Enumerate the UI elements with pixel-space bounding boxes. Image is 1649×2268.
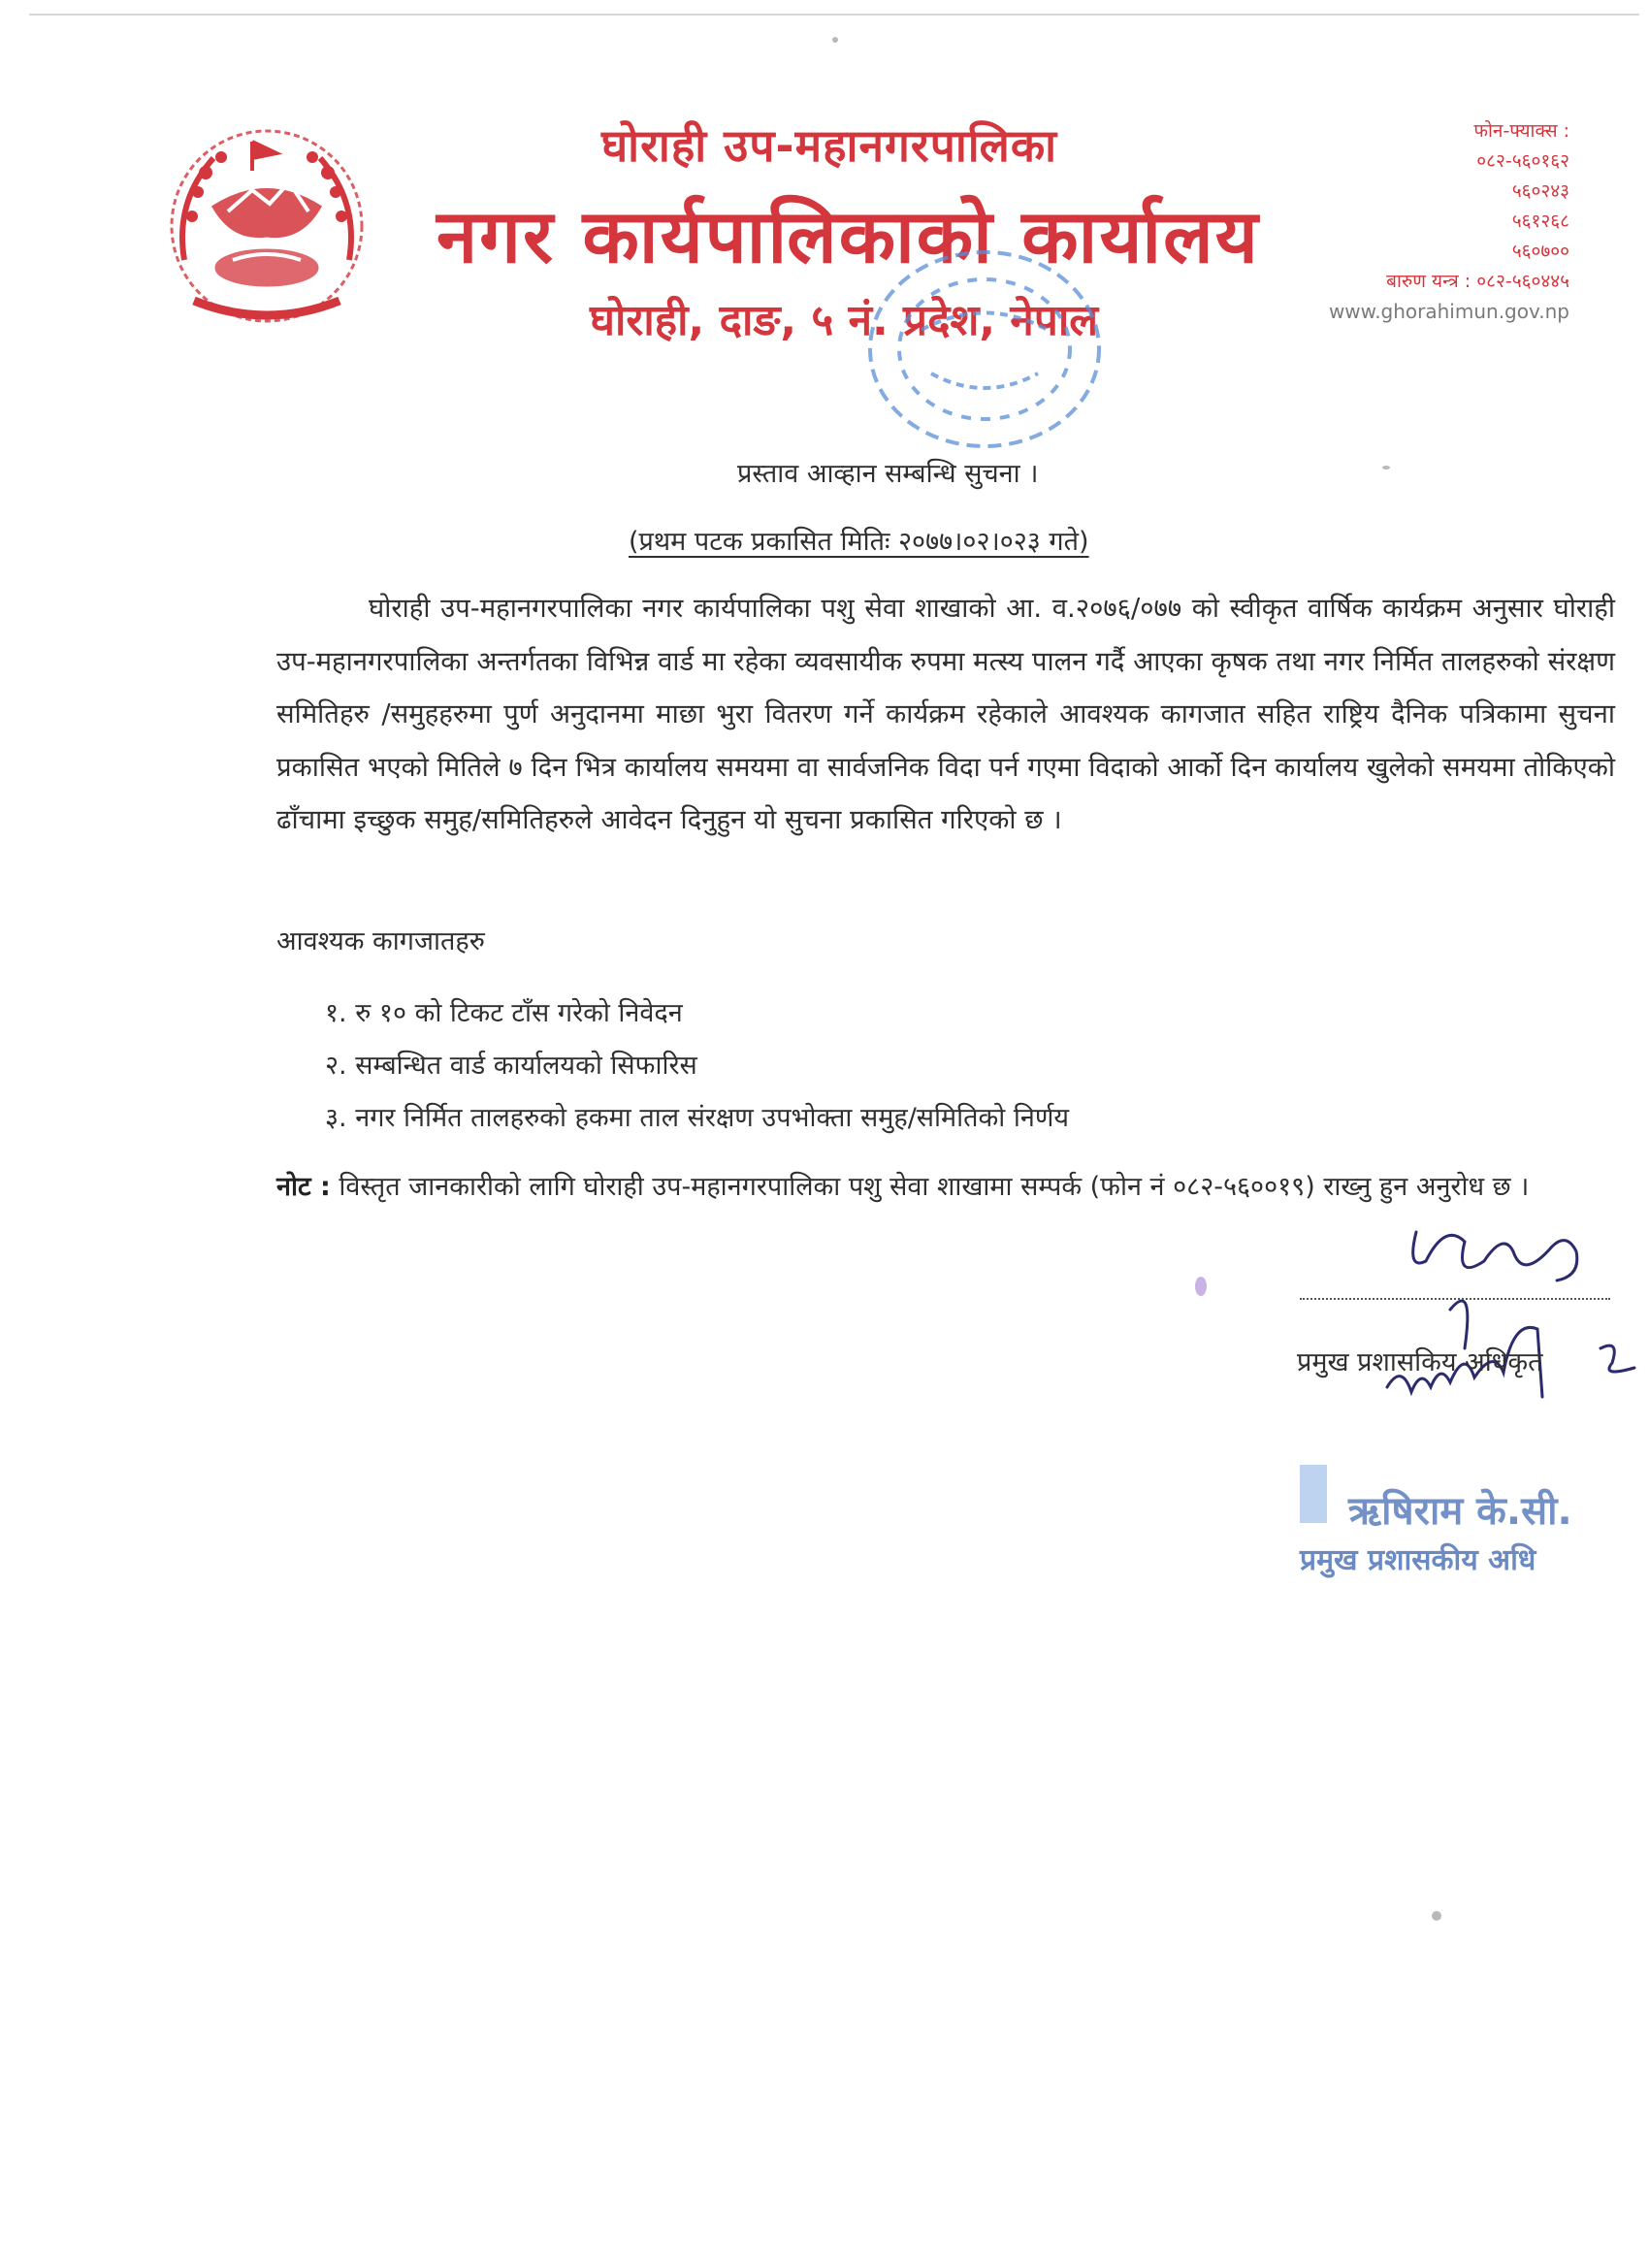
note-text: विस्तृत जानकारीको लागि घोराही उप-महानगरपालिका पशु सेवा शाखामा सम्पर्क (फोन नं ०८२-५६००१९) राख्नु हुन अनुरोध छ । xyxy=(339,1172,1530,1202)
published-date: (प्रथम पटक प्रकासित मितिः २०७७।०२।०२३ गते) xyxy=(629,527,1089,557)
phone-fax-label: फोन-फ्याक्स : xyxy=(1473,120,1569,142)
notice-body: घोराही उप-महानगरपालिका नगर कार्यपालिका पशु सेवा शाखाको आ. व.२०७६/०७७ को स्वीकृत वार्षिक कार्यक्रम अनुसार घोराही उप-महानगरपालिका अन्तर्गतका विभिन्न वार्ड मा रहेका व्यवसायीक रुपमा मत्स्य पालन गर्दै आएका कृषक तथा नगर निर्मित तालहरुको संरक्षण समितिहरु /समुहहरुमा पुर्ण अनुदानमा माछा भुरा वितरण गर्ने कार्यक्रम रहेकाले आवश्यक कागजात सहित राष्ट्रिय दैनिक पत्रिकामा सुचना प्रकासित भएको मितिले ७ दिन भित्र कार्यालय समयमा वा सार्वजनिक विदा पर्न गएमा विदाको आर्को दिन कार्यालय खुलेको समयमा तोकिएको ढाँचामा इच्छुक समुह/समितिहरुले आवेदन दिनुहुन यो सुचना प्रकासित गरिएको छ । xyxy=(276,593,1615,835)
list-item: ३. नगर निर्मित तालहरुको हकमा ताल संरक्षण उपभोक्ता समुह/समितिको निर्णय xyxy=(325,1103,1070,1133)
scan-speck xyxy=(1432,1911,1441,1921)
office-name: नगर कार्यपालिकाको कार्यालय xyxy=(436,193,1260,279)
documents-list xyxy=(325,988,1069,1145)
scan-edge-line xyxy=(29,14,1639,16)
phone-number: ५६०२४३ xyxy=(1511,180,1569,202)
note-label: नोट : xyxy=(276,1172,331,1202)
municipality-name: घोराही उप-महानगरपालिका xyxy=(601,119,1058,172)
seal-office: प्रमुख प्रशासकीय अधि xyxy=(1300,1543,1536,1577)
scan-speck xyxy=(1382,466,1390,470)
office-address: घोराही, दाङ, ५ नं. प्रदेश, नेपाल xyxy=(590,296,1099,345)
seal-name: ऋषिराम के.सी. xyxy=(1348,1489,1572,1534)
scan-speck xyxy=(1195,1277,1207,1296)
phone-number: ५६०७०० xyxy=(1511,241,1569,262)
nepal-emblem-icon xyxy=(155,114,378,338)
fire-service-number: बारुण यन्त्र : ०८२-५६०४४५ xyxy=(1386,271,1569,292)
phone-number: ५६१२६८ xyxy=(1511,211,1569,232)
contact-block xyxy=(1278,116,1569,327)
scan-speck xyxy=(832,37,838,43)
list-item: १. रु १० को टिकट टाँस गरेको निवेदन xyxy=(325,998,683,1028)
notice-title: प्रस्ताव आव्हान सम्बन्धि सुचना । xyxy=(737,459,1039,489)
office-stamp-icon xyxy=(854,238,1116,461)
handwritten-signature xyxy=(1358,1203,1649,1445)
phone-number: ०८२-५६०१६२ xyxy=(1476,150,1569,172)
documents-heading: आवश्यक कागजातहरु xyxy=(276,926,485,956)
signatory-title: प्रमुख प्रशासकिय अधिकृत xyxy=(1297,1347,1543,1377)
signature-line xyxy=(1300,1298,1610,1300)
list-item: २. सम्बन्धित वार्ड कार्यालयको सिफारिस xyxy=(325,1051,697,1081)
website-link[interactable]: www.ghorahimun.gov.np xyxy=(1328,300,1569,323)
